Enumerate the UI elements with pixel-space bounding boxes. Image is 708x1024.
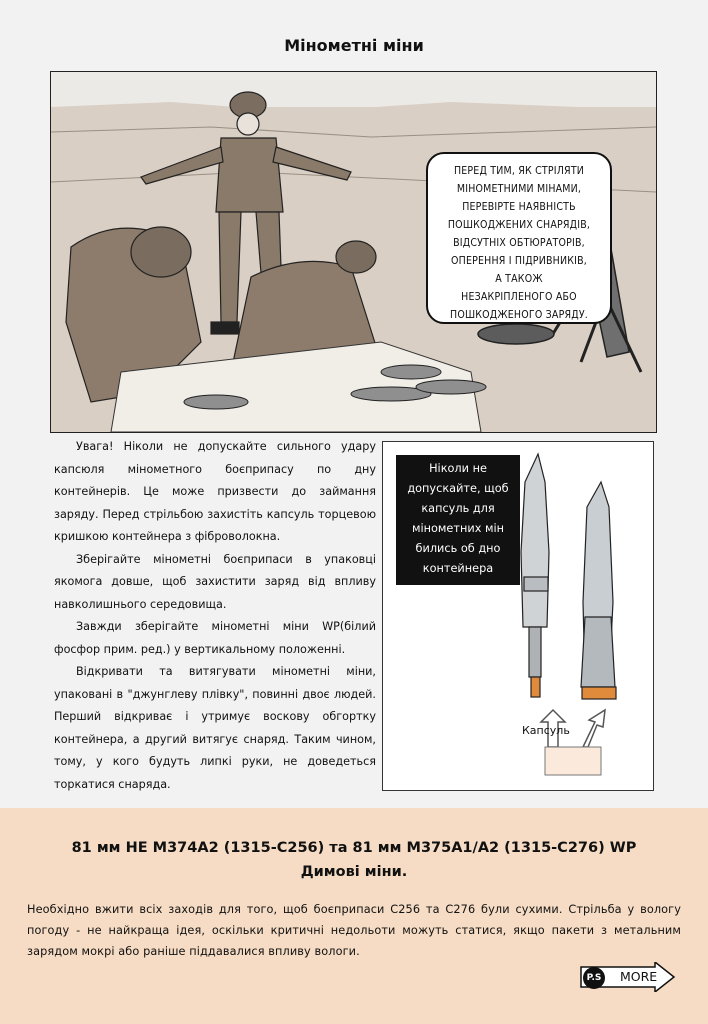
speech-line: ВІДСУТНІХ ОБТЮРАТОРІВ, xyxy=(453,237,585,249)
mortar-rounds-drawing xyxy=(383,442,655,792)
speech-line: НЕЗАКРІПЛЕНОГО АБО xyxy=(461,291,577,303)
ps-logo: P.S xyxy=(583,967,605,989)
section-title-line2: Димові міни. xyxy=(300,864,408,880)
paragraph-storage: Зберігайте мінометні боєприпаси в упаковці якомога довше, щоб захистити заряд від впливу навколишнього середовища. xyxy=(54,552,376,611)
speech-line: А ТАКОЖ xyxy=(495,273,543,285)
section-title xyxy=(0,836,708,884)
paragraph-warning: Увага! Ніколи не допускайте сильного удару капсюля мінометного боєприпасу по дну контейнерів. Це може призвести до займання заряду. Перед стрільбою захистіть капсуль торцевою кришкою контейнера з фіброволокна. xyxy=(54,440,376,543)
speech-line: ПЕРЕВІРТЕ НАЯВНІСТЬ xyxy=(462,201,576,213)
speech-line: ПОШКОДЖЕНИХ СНАРЯДІВ, xyxy=(447,219,591,231)
speech-line: ПОШКОДЖЕНОГО ЗАРЯДУ. xyxy=(450,309,588,321)
speech-line: ОПЕРЕННЯ І ПІДРИВНИКІВ, xyxy=(451,255,587,267)
warning-line: бились об дно xyxy=(415,542,501,555)
paragraph-wp-vertical: Завжди зберігайте мінометні міни WP(білий фосфор прим. ред.) у вертикальному положенні. xyxy=(54,620,376,656)
page-title: Мінометні міни xyxy=(284,36,424,55)
more-button[interactable] xyxy=(580,962,676,992)
warning-line: допускайте, щоб xyxy=(407,482,509,495)
paragraph-jungle-film: Відкривати та витягувати мінометні міни, упаковані в "джунглеву плівку", повинні двоє людей. Перший відкриває і утримує воскову обгортку контейнера, а другий витягує снаряд. Таким чином, тому, у кого будуть липкі руки, не доведеться торкатися снаряда. xyxy=(54,665,376,791)
mortar-rounds-figure xyxy=(382,441,654,791)
section-title-line1: 81 мм HE M374A2 (1315-C256) та 81 мм M375A1/A2 (1315-C276) WP xyxy=(71,840,637,856)
speech-bubble xyxy=(426,152,612,324)
comic-panel xyxy=(50,71,657,433)
capsule-label: Капсуль xyxy=(522,724,570,737)
speech-line: МІНОМЕТНИМИ МІНАМИ, xyxy=(456,183,582,195)
warning-line: капсуль для xyxy=(421,502,495,515)
body-text xyxy=(54,436,376,796)
speech-line: ПЕРЕД ТИМ, ЯК СТРІЛЯТИ xyxy=(453,165,585,177)
section-text: Необхідно вжити всіх заходів для того, щоб боєприпаси C256 та C276 були сухими. Стрільба у вологу погоду - не найкраща ідея, оскільки критичні недольоти можуть статися, якщо пакети з метальним зарядом мокрі або раніше піддавалися впливу вологи. xyxy=(27,903,681,958)
more-label: MORE xyxy=(620,969,658,984)
warning-line: контейнера xyxy=(422,562,494,575)
warning-line: Ніколи не xyxy=(429,462,487,475)
warning-line: мінометних мін xyxy=(411,522,505,535)
